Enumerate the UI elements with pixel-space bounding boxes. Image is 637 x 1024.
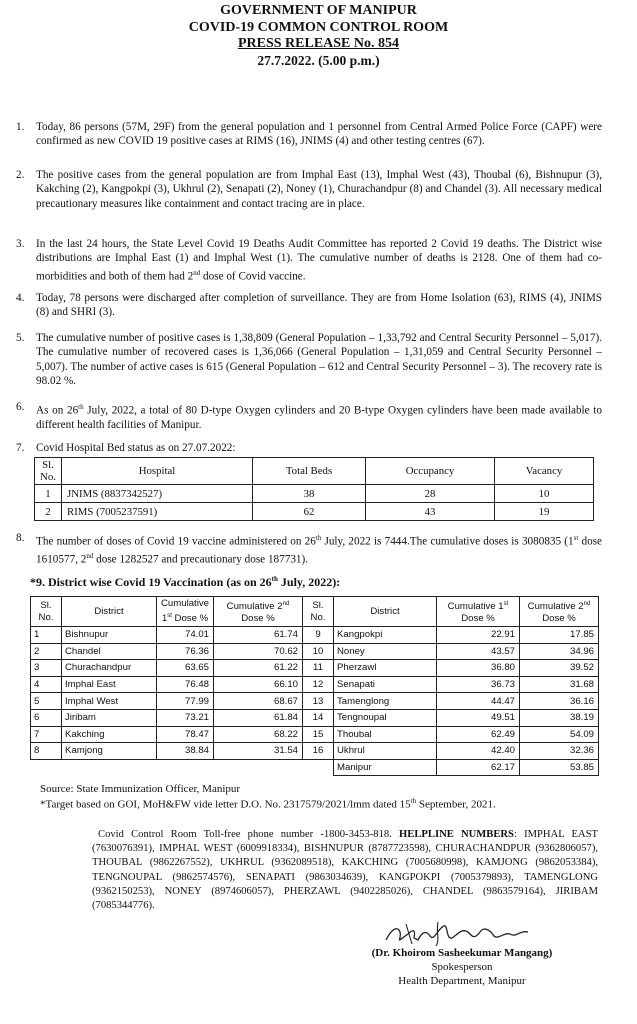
paragraph-text: The number of doses of Covid 19 vaccine administered on 26: [36, 535, 316, 548]
hospital-bed-table: [34, 457, 594, 521]
helpline-footer: Covid Control Room Toll-free phone number -1800-3453-818. HELPLINE NUMBERS: IMPHAL EAST (7630076391), IMPHAL WEST (6009918334), BISHNUPUR (8787723598), CHURACHANDPUR (9362806057), THOUBAL (9862267552), UKHRUL (9362089518), KAKCHING (7005680998), KAMJONG (9862053384), TENGNOUPAL (9862574576), SENAPATI (9863034639), KANGPOKPI (7005379893), TAMENGLONG (9362150253), NONEY (8974606057), PHERZAWL (9402285026), CHANDEL (9863579164), JIRIBAM (7085344776).: [92, 829, 598, 912]
paragraph-8: 8. The number of doses of Covid 19 vaccine administered on 26th July, 2022 is 7444.The cumulative doses is 3080835 (1st dose 1610577, 2nd dose 1282527 and precautionary dose 187731).: [16, 532, 602, 566]
paragraph-text: In the last 24 hours, the State Level Covid 19 Deaths Audit Committee has reported 2 Covid 19 deaths. The District wise distributions are Imphal East (1) and Imphal West (1). The cumulative number of deaths is 2128. One of them had co-morbidities and both of them had 2: [36, 238, 602, 283]
paragraph-4: 4. Today, 78 persons were discharged after completion of surveillance. They are from Home Isolation (63), RIMS (4), JNIMS (8) and SHRI (3).: [16, 292, 602, 319]
paragraph-3: 3. In the last 24 hours, the State Level Covid 19 Deaths Audit Committee has reported 2 Covid 19 deaths. The District wise distributions are Imphal East (1) and Imphal West (1). The cumulative number of deaths is 2128. One of them had co-morbidities and both of them had 2nd dose of Covid vaccine.: [16, 238, 602, 283]
district-vaccination-table: [30, 596, 599, 776]
paragraph-text: Today, 86 persons (57M, 29F) from the general population and 1 personnel from Central Armed Police Force (CAPF) were confirmed as new COVID 19 positive cases at RIMS (16), JNIMS (4) and other testing centres (67).: [36, 121, 602, 148]
paragraph-text: Today, 78 persons were discharged after completion of surveillance. They are from Home Isolation (63), RIMS (4), JNIMS (8) and SHRI (3).: [36, 292, 602, 319]
vaccination-section-title: *9. District wise Covid 19 Vaccination (as on 26th July, 2022):: [30, 575, 341, 589]
signatory-department: Health Department, Manipur: [398, 975, 526, 987]
paragraph-1: 1. Today, 86 persons (57M, 29F) from the general population and 1 personnel from Central Armed Police Force (CAPF) were confirmed as new COVID 19 positive cases at RIMS (16), JNIMS (4) and other testing centres (67).: [16, 121, 602, 148]
table-row: 2 RIMS (7005237591) 62 43 19: [35, 503, 594, 521]
district-table-body: [31, 627, 599, 760]
paragraph-text: The positive cases from the general population are from Imphal East (13), Imphal West (43), Thoubal (6), Bishnupur (3), Kakching (2), Kangpokpi (3), Ukhrul (2), Senapati (2), Noney (1), Churachandpur (8) and Chandel (3). All necessary medical precautionary measures like containment and contact tracing are in place.: [36, 169, 602, 210]
header-date: 27.7.2022. (5.00 p.m.): [257, 53, 380, 68]
table-row: 1 Bishnupur 74.01 61.74 9 Kangpokpi 22.91 17.85: [31, 627, 599, 644]
table-row: 5 Imphal West 77.99 68.67 13 Tamenglong 44.47 36.16: [31, 693, 599, 710]
table-header-row: Sl. No. District Cumulative 1st Dose % Cumulative 2nd Dose % Sl. No. District Cumulative 1st Dose % Cumulative 2nd Dose %: [31, 597, 599, 627]
table-row: 2 Chandel 76.36 70.62 10 Noney 43.57 34.96: [31, 643, 599, 660]
header-press-release-number: PRESS RELEASE No. 854: [237, 36, 400, 51]
table-row-total: Manipur 62.17 53.85: [31, 759, 599, 776]
header-control-room: COVID-19 COMMON CONTROL ROOM: [188, 20, 449, 35]
table-row: 1 JNIMS (8837342527) 38 28 10: [35, 485, 594, 503]
paragraph-7: 7. Covid Hospital Bed status as on 27.07.2022:: [16, 442, 236, 454]
target-note: *Target based on GOI, MoH&FW vide letter D.O. No. 2317579/2021/lmm dated 15th September, 2021.: [40, 797, 496, 811]
table-row: 8 Kamjong 38.84 31.54 16 Ukhrul 42.40 32.36: [31, 743, 599, 760]
table-row: 4 Imphal East 76.48 66.10 12 Senapati 36.73 31.68: [31, 676, 599, 693]
table-row: 3 Churachandpur 63.65 61.22 11 Pherzawl 36.80 39.52: [31, 660, 599, 677]
header-government: GOVERNMENT OF MANIPUR: [220, 3, 417, 18]
table-row: 7 Kakching 78.47 68.22 15 Thoubal 62.49 54.09: [31, 726, 599, 743]
paragraph-text: As on 26: [36, 404, 79, 417]
table-header-row: Sl. No. Hospital Total Beds Occupancy Vacancy: [35, 458, 594, 485]
paragraph-text: The cumulative number of positive cases is 1,38,809 (General Population – 1,33,792 and Central Security Personnel – 5,017). The cumulative number of recovered cases is 1,36,066 (General Population – 1,31,059 and Central Security Personnel – 5,007). The number of active cases is 615 (General Population – 612 and Central Security Personnel – 3). The recovery rate is 98.02 %.: [36, 332, 602, 388]
source-note: Source: State Immunization Officer, Manipur: [40, 783, 241, 795]
paragraph-2: 2. The positive cases from the general population are from Imphal East (13), Imphal West (43), Thoubal (6), Bishnupur (3), Kakching (2), Kangpokpi (3), Ukhrul (2), Senapati (2), Noney (1), Churachandpur (8) and Chandel (3). All necessary medical precautionary measures like containment and contact tracing are in place.: [16, 169, 602, 210]
signatory-designation: Spokesperson: [431, 961, 493, 973]
signatory-name: (Dr. Khoirom Sasheekumar Mangang): [371, 947, 553, 959]
table-row: 6 Jiribam 73.21 61.84 14 Tengnoupal 49.51 38.19: [31, 709, 599, 726]
paragraph-6: 6. As on 26th July, 2022, a total of 80 D-type Oxygen cylinders and 20 B-type Oxygen cylinders have been made available to different health facilities of Manipur.: [16, 401, 603, 432]
paragraph-text: Covid Hospital Bed status as on 27.07.2022:: [36, 442, 236, 454]
paragraph-5: 5. The cumulative number of positive cases is 1,38,809 (General Population – 1,33,792 and Central Security Personnel – 5,017). The cumulative number of recovered cases is 1,36,066 (General Population – 1,31,059 and Central Security Personnel – 5,007). The number of active cases is 615 (General Population – 612 and Central Security Personnel – 3). The recovery rate is 98.02 %.: [16, 332, 602, 388]
